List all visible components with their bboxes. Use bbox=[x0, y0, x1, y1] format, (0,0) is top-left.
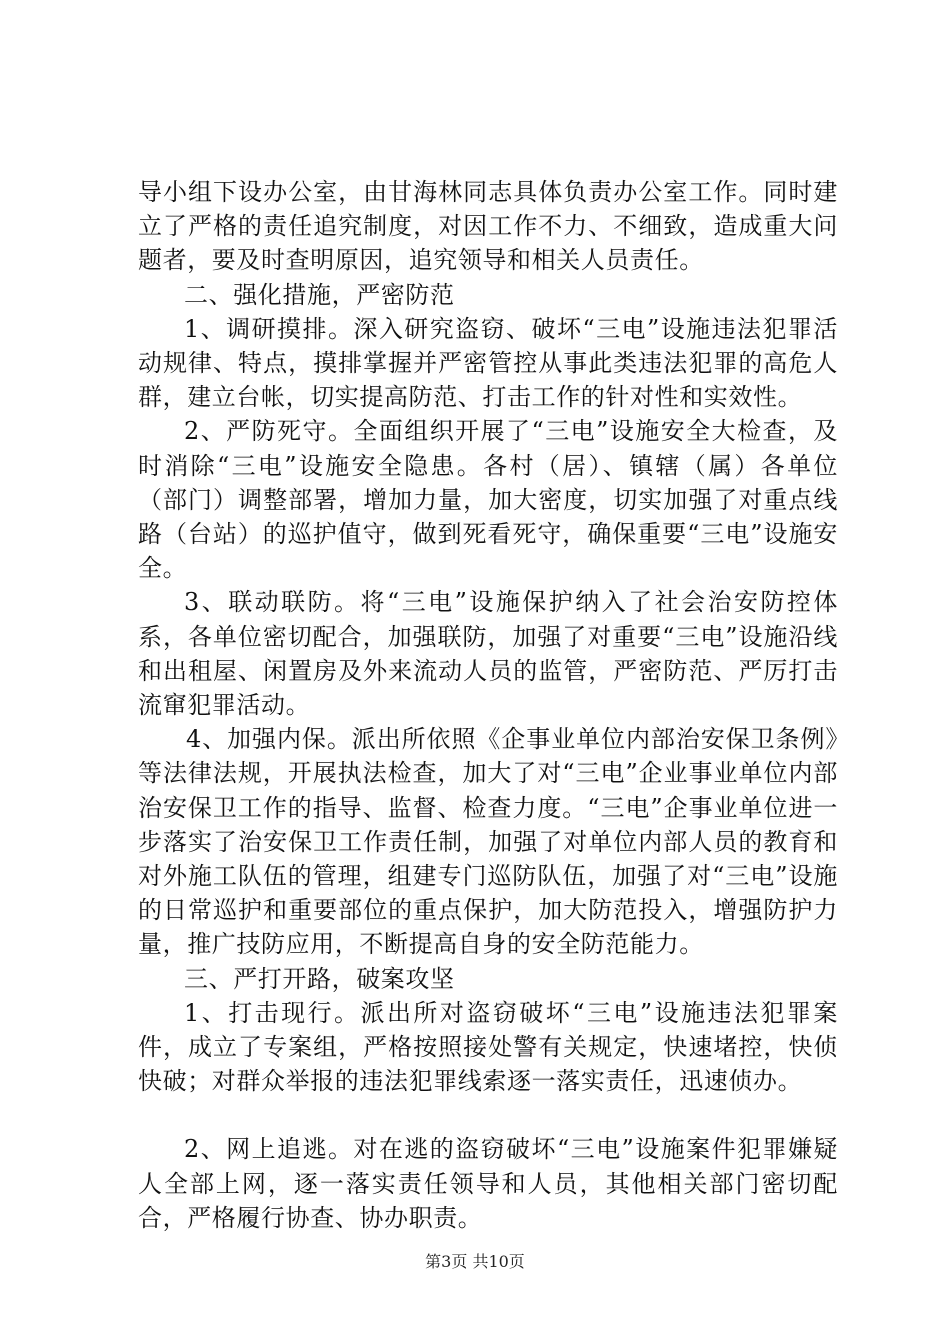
paragraph-item: 4、加强内保。派出所依照《企事业单位内部治安保卫条例》等法律法规，开展执法检查，加大了对“三电”企业事业单位内部治安保卫工作的指导、监督、检查力度。“三电”企事业单位进一步落实了治安保卫工作责任制，加强了对单位内部人员的教育和对外施工队伍的管理，组建专门巡防队伍，加强了对“三电”设施的日常巡护和重要部位的重点保护，加大防范投入，增强防护力量，推广技防应用，不断提高自身的安全防范能力。 bbox=[138, 725, 838, 959]
document-body bbox=[138, 175, 838, 1235]
section-heading-3: 三、严打开路，破案攻坚 bbox=[184, 964, 455, 993]
section-heading-2: 二、强化措施，严密防范 bbox=[184, 280, 455, 309]
paragraph-item: 1、调研摸排。深入研究盗窃、破坏“三电”设施违法犯罪活动规律、特点，摸排掌握并严密管控从事此类违法犯罪的高危人群，建立台帐，切实提高防范、打击工作的针对性和实效性。 bbox=[138, 314, 838, 412]
page-footer: 第3页 共10页 bbox=[425, 1252, 525, 1271]
paragraph-continuation: 导小组下设办公室，由甘海林同志具体负责办公室工作。同时建立了严格的责任追究制度，对因工作不力、不细致，造成重大问题者，要及时查明原因，追究领导和相关人员责任。 bbox=[138, 178, 838, 275]
paragraph-item: 2、网上追逃。对在逃的盗窃破坏“三电”设施案件犯罪嫌疑人全部上网，逐一落实责任领导和人员，其他相关部门密切配合，严格履行协查、协办职责。 bbox=[138, 1135, 838, 1232]
paragraph-item: 2、严防死守。全面组织开展了“三电”设施安全大检查，及时消除“三电”设施安全隐患。各村（居）、镇辖（属）各单位（部门）调整部署，增加力量，加大密度，切实加强了对重点线路（台站）的巡护值守，做到死看死守，确保重要“三电”设施安全。 bbox=[138, 417, 838, 583]
paragraph-item: 1、打击现行。派出所对盗窃破坏“三电”设施违法犯罪案件，成立了专案组，严格按照接处警有关规定，快速堵控，快侦快破；对群众举报的违法犯罪线索逐一落实责任，迅速侦办。 bbox=[138, 998, 838, 1096]
paragraph-item: 3、联动联防。将“三电”设施保护纳入了社会治安防控体系，各单位密切配合，加强联防，加强了对重要“三电”设施沿线和出租屋、闲置房及外来流动人员的监管，严密防范、严厉打击流窜犯罪活动。 bbox=[138, 588, 838, 720]
blank-line bbox=[138, 1098, 838, 1132]
